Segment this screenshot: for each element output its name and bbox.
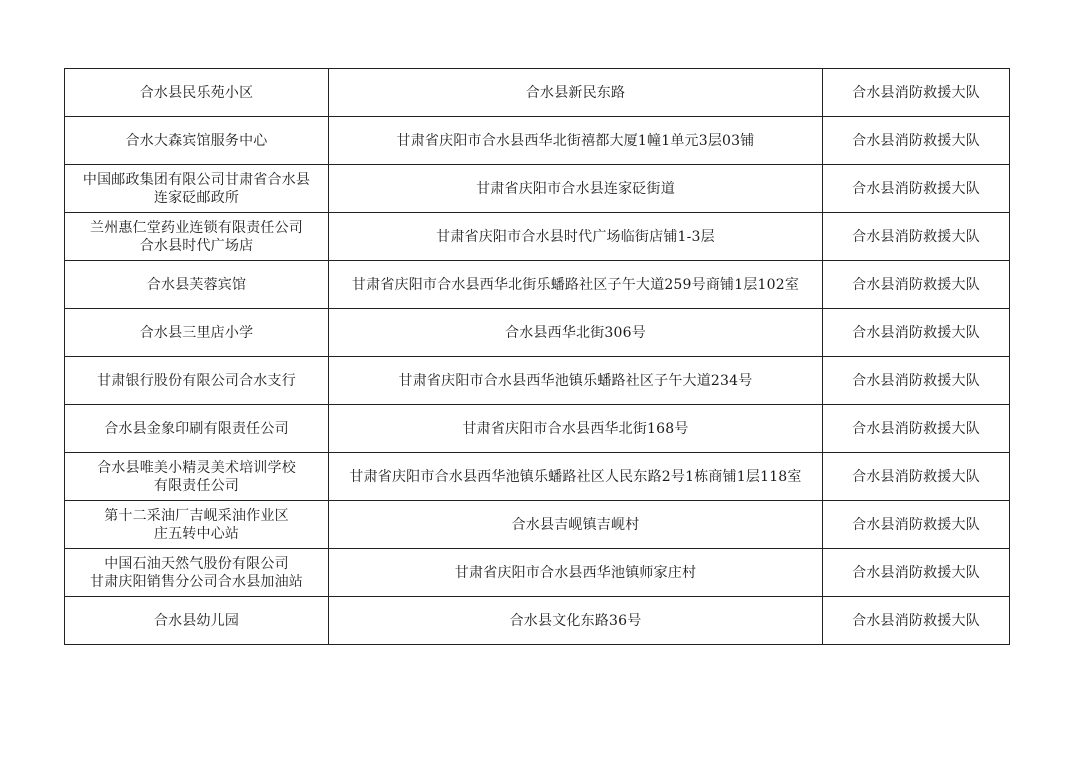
name-line: 中国邮政集团有限公司甘肃省合水县	[82, 171, 311, 188]
table-row	[65, 69, 1010, 117]
cell-address: 甘肃省庆阳市合水县西华池镇乐蟠路社区子午大道234号	[329, 357, 823, 405]
cell-unit: 合水县消防救援大队	[823, 549, 1010, 597]
cell-unit: 合水县消防救援大队	[823, 261, 1010, 309]
name-line: 合水县金象印刷有限责任公司	[104, 420, 289, 437]
cell-unit: 合水县消防救援大队	[823, 165, 1010, 213]
cell-address: 甘肃省庆阳市合水县西华北街乐蟠路社区子午大道259号商铺1层102室	[329, 261, 823, 309]
cell-address: 甘肃省庆阳市合水县西华北街168号	[329, 405, 823, 453]
cell-unit: 合水县消防救援大队	[823, 357, 1010, 405]
name-line: 中国石油天然气股份有限公司	[104, 555, 289, 572]
table-row	[65, 357, 1010, 405]
cell-name	[65, 501, 329, 549]
name-line: 合水大森宾馆服务中心	[125, 132, 268, 149]
cell-address: 甘肃省庆阳市合水县连家砭街道	[329, 165, 823, 213]
cell-address: 合水县吉岘镇吉岘村	[329, 501, 823, 549]
table-row	[65, 405, 1010, 453]
cell-name	[65, 165, 329, 213]
table-row	[65, 165, 1010, 213]
cell-address: 合水县西华北街306号	[329, 309, 823, 357]
table-row	[65, 117, 1010, 165]
cell-name	[65, 117, 329, 165]
table-row	[65, 549, 1010, 597]
name-line: 有限责任公司	[153, 477, 240, 494]
document-table-container	[64, 68, 1009, 645]
name-line: 合水县幼儿园	[153, 612, 240, 629]
table-row	[65, 213, 1010, 261]
cell-unit: 合水县消防救援大队	[823, 117, 1010, 165]
name-line: 第十二采油厂吉岘采油作业区	[104, 507, 289, 524]
table-row	[65, 597, 1010, 645]
cell-name	[65, 453, 329, 501]
name-line: 甘肃庆阳销售分公司合水县加油站	[90, 573, 303, 590]
table-row	[65, 453, 1010, 501]
cell-address: 合水县文化东路36号	[329, 597, 823, 645]
cell-address: 甘肃省庆阳市合水县西华池镇乐蟠路社区人民东路2号1栋商铺1层118室	[329, 453, 823, 501]
cell-unit: 合水县消防救援大队	[823, 597, 1010, 645]
table-row	[65, 309, 1010, 357]
cell-name	[65, 549, 329, 597]
table-row	[65, 501, 1010, 549]
name-line: 连家砭邮政所	[153, 189, 240, 206]
cell-name	[65, 357, 329, 405]
cell-address: 甘肃省庆阳市合水县西华北街禧都大厦1幢1单元3层03铺	[329, 117, 823, 165]
cell-name	[65, 309, 329, 357]
name-line: 合水县芙蓉宾馆	[146, 276, 247, 293]
cell-address: 合水县新民东路	[329, 69, 823, 117]
cell-unit: 合水县消防救援大队	[823, 501, 1010, 549]
name-line: 合水县时代广场店	[139, 237, 254, 254]
cell-unit: 合水县消防救援大队	[823, 69, 1010, 117]
cell-name	[65, 597, 329, 645]
cell-unit: 合水县消防救援大队	[823, 309, 1010, 357]
cell-name	[65, 213, 329, 261]
table-row	[65, 261, 1010, 309]
name-line: 兰州惠仁堂药业连锁有限责任公司	[90, 219, 303, 236]
name-line: 庄五转中心站	[153, 525, 240, 542]
cell-unit: 合水县消防救援大队	[823, 453, 1010, 501]
name-line: 合水县唯美小精灵美术培训学校	[97, 459, 296, 476]
cell-name	[65, 405, 329, 453]
cell-address: 甘肃省庆阳市合水县时代广场临街店铺1-3层	[329, 213, 823, 261]
facility-table	[64, 68, 1010, 645]
name-line: 合水县三里店小学	[139, 324, 254, 341]
table-body	[65, 69, 1010, 645]
name-line: 合水县民乐苑小区	[139, 84, 254, 101]
cell-name	[65, 69, 329, 117]
cell-unit: 合水县消防救援大队	[823, 213, 1010, 261]
cell-name	[65, 261, 329, 309]
cell-address: 甘肃省庆阳市合水县西华池镇师家庄村	[329, 549, 823, 597]
cell-unit: 合水县消防救援大队	[823, 405, 1010, 453]
name-line: 甘肃银行股份有限公司合水支行	[97, 372, 296, 389]
